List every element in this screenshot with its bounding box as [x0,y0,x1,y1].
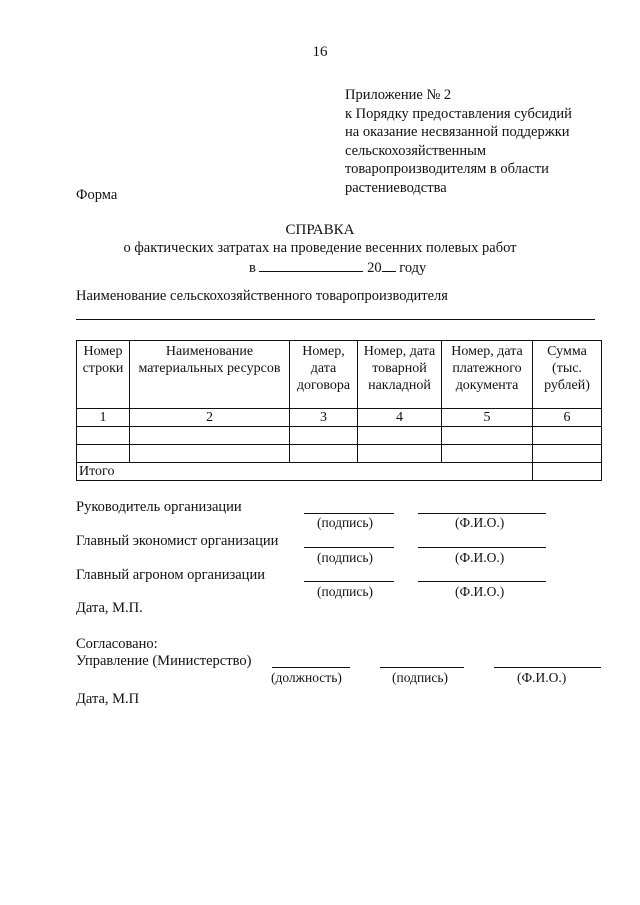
name-caption: (Ф.И.О.) [455,584,505,599]
economist-label: Главный экономист организации [76,533,279,549]
column-number: 2 [130,409,290,427]
table-row [77,445,602,463]
page-number: 16 [312,44,328,60]
signature-caption: (подпись) [392,670,449,685]
document-title: СПРАВКА [285,222,355,238]
agreed-label: Согласовано: [76,636,158,652]
column-number: 5 [442,409,533,427]
head-label: Руководитель организации [76,499,242,515]
head-signature-line[interactable] [304,513,394,514]
producer-name-line[interactable] [76,319,595,320]
table-header-row [77,341,602,409]
signature-caption: (подпись) [317,550,374,565]
total-sum-cell[interactable] [533,463,602,481]
total-row [77,463,602,481]
column-number: 3 [290,409,358,427]
column-number: 1 [77,409,130,427]
producer-label: Наименование сельскохозяйственного товаропроизводителя [76,288,448,304]
header-cell: Номер, дата платежного документа [442,341,533,409]
header-cell: Сумма (тыс. рублей) [533,341,602,409]
table-cell[interactable] [290,445,358,463]
table-cell[interactable] [77,427,130,445]
appendix-line: товаропроизводителям в области [345,161,549,177]
head-name-line[interactable] [418,513,546,514]
table-cell[interactable] [533,445,602,463]
table-cell[interactable] [358,445,442,463]
table-cell[interactable] [130,427,290,445]
appendix-block [345,86,572,197]
economist-name-line[interactable] [418,547,546,548]
name-caption: (Ф.И.О.) [455,515,505,530]
total-label: Итого [77,463,533,481]
agronomist-signature-line[interactable] [304,581,394,582]
name-caption: (Ф.И.О.) [455,550,505,565]
date-suffix: году [399,260,427,276]
header-cell: Наименование материальных ресурсов [130,341,290,409]
date-stamp-label: Дата, М.П. [76,600,143,616]
table-cell[interactable] [442,445,533,463]
document-subtitle: о фактических затратах на проведение весенних полевых работ [123,240,517,256]
department-label: Управление (Министерство) [76,653,252,669]
table-cell[interactable] [442,427,533,445]
economist-signature-line[interactable] [304,547,394,548]
appendix-line: растениеводства [345,179,447,196]
table-cell[interactable] [290,427,358,445]
agronomist-name-line[interactable] [418,581,546,582]
appendix-line: на оказание несвязанной поддержки [345,124,570,140]
column-number: 4 [358,409,442,427]
column-number: 6 [533,409,602,427]
appendix-line: к Порядку предоставления субсидий [345,105,572,122]
year-prefix: 20 [367,260,382,276]
table-cell[interactable] [358,427,442,445]
approval-name-line[interactable] [494,667,601,668]
header-cell: Номер, дата договора [290,341,358,409]
approval-date-stamp: Дата, М.П [76,691,140,707]
table-cell[interactable] [130,445,290,463]
date-line [249,257,426,277]
header-cell: Номер, дата товарной накладной [358,341,442,409]
position-caption: (должность) [271,670,342,685]
approval-signature-line[interactable] [380,667,464,668]
year-blank[interactable] [382,257,396,272]
agronomist-label: Главный агроном организации [76,567,265,583]
column-number-row [77,409,602,427]
position-line[interactable] [272,667,350,668]
date-blank[interactable] [259,257,363,272]
table-row [77,427,602,445]
costs-table [76,340,602,481]
signature-caption: (подпись) [317,584,374,599]
appendix-line: сельскохозяйственным [345,142,487,159]
table-cell[interactable] [77,445,130,463]
header-cell: Номер строки [77,341,130,409]
form-label: Форма [76,187,118,203]
signature-caption: (подпись) [317,515,374,530]
table-cell[interactable] [533,427,602,445]
date-prefix: в [249,260,256,276]
name-caption: (Ф.И.О.) [517,670,567,685]
appendix-line: Приложение № 2 [345,87,452,103]
